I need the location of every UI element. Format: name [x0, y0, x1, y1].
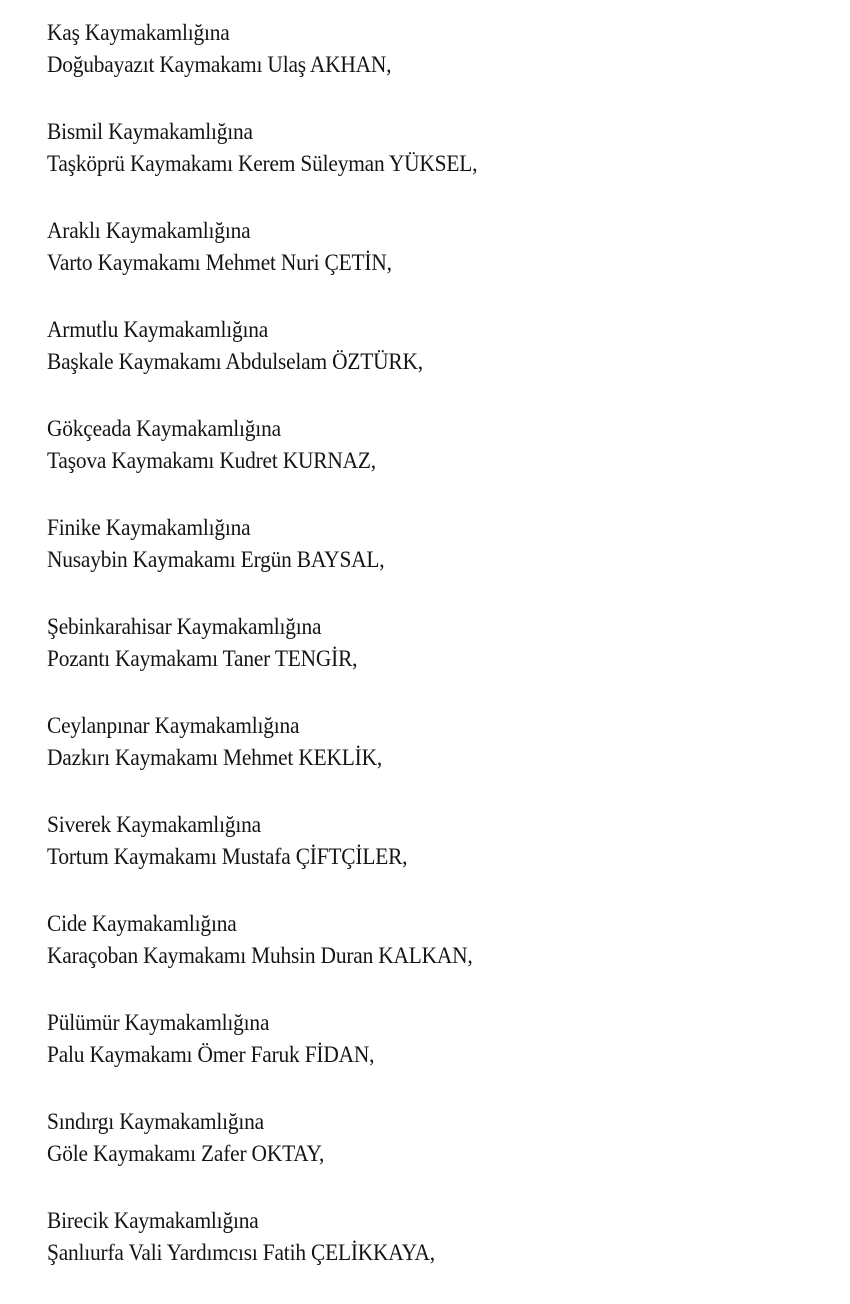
appointment-post: Armutlu Kaymakamlığına	[47, 317, 269, 342]
appointment-post: Gökçeada Kaymakamlığına	[47, 416, 281, 441]
appointment-post: Cide Kaymakamlığına	[47, 911, 237, 936]
appointment-entry	[47, 413, 827, 512]
appointment-post: Pülümür Kaymakamlığına	[47, 1010, 270, 1035]
appointee-line: Varto Kaymakamı Mehmet Nuri ÇETİN,	[47, 250, 392, 275]
appointment-entry	[47, 512, 827, 611]
appointment-entry	[47, 1205, 827, 1304]
appointment-post: Sındırgı Kaymakamlığına	[47, 1109, 264, 1134]
appointee-line: Tortum Kaymakamı Mustafa ÇİFTÇİLER,	[47, 844, 408, 869]
appointment-post: Araklı Kaymakamlığına	[47, 218, 251, 243]
appointment-entry	[47, 17, 827, 116]
appointment-entry	[47, 1106, 827, 1205]
appointee-line: Palu Kaymakamı Ömer Faruk FİDAN,	[47, 1042, 375, 1067]
appointee-line: Başkale Kaymakamı Abdulselam ÖZTÜRK,	[47, 349, 423, 374]
appointment-post: Ceylanpınar Kaymakamlığına	[47, 713, 300, 738]
appointment-entry	[47, 215, 827, 314]
appointment-post: Bismil Kaymakamlığına	[47, 119, 253, 144]
appointee-line: Doğubayazıt Kaymakamı Ulaş AKHAN,	[47, 52, 392, 77]
appointee-line: Karaçoban Kaymakamı Muhsin Duran KALKAN,	[47, 943, 473, 968]
appointment-post: Siverek Kaymakamlığına	[47, 812, 261, 837]
appointee-line: Nusaybin Kaymakamı Ergün BAYSAL,	[47, 547, 385, 572]
appointment-entry	[47, 116, 827, 215]
appointee-line: Pozantı Kaymakamı Taner TENGİR,	[47, 646, 358, 671]
appointment-post: Kaş Kaymakamlığına	[47, 20, 230, 45]
appointment-post: Birecik Kaymakamlığına	[47, 1208, 259, 1233]
appointee-line: Göle Kaymakamı Zafer OKTAY,	[47, 1141, 325, 1166]
appointee-line: Taşova Kaymakamı Kudret KURNAZ,	[47, 448, 376, 473]
appointment-post: Finike Kaymakamlığına	[47, 515, 251, 540]
appointment-entry	[47, 809, 827, 908]
appointment-entry	[47, 611, 827, 710]
appointment-entry	[47, 314, 827, 413]
appointment-entry	[47, 710, 827, 809]
appointee-line: Taşköprü Kaymakamı Kerem Süleyman YÜKSEL,	[47, 151, 478, 176]
appointment-list	[47, 17, 827, 1304]
appointee-line: Dazkırı Kaymakamı Mehmet KEKLİK,	[47, 745, 383, 770]
appointee-line: Şanlıurfa Vali Yardımcısı Fatih ÇELİKKAYA,	[47, 1240, 435, 1265]
appointment-entry	[47, 1007, 827, 1106]
appointment-entry	[47, 908, 827, 1007]
appointment-post: Şebinkarahisar Kaymakamlığına	[47, 614, 322, 639]
